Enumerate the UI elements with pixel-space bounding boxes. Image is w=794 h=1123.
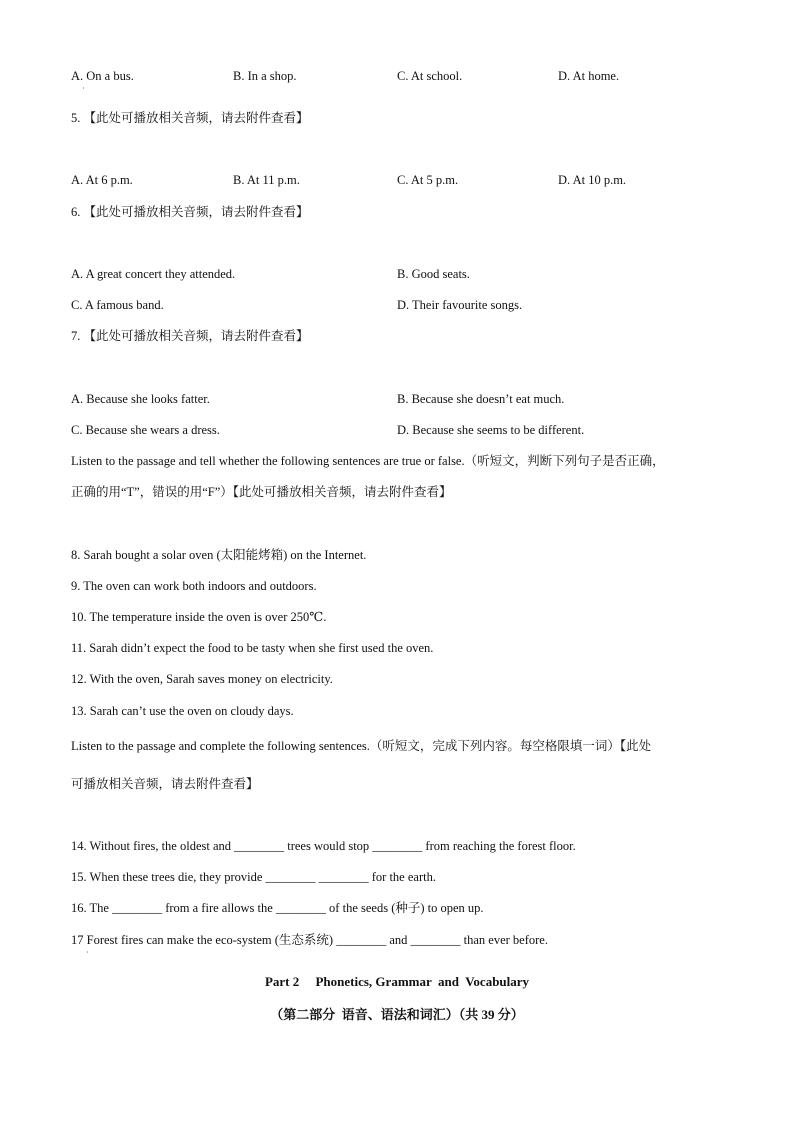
q5-option-c[interactable]: C. At 5 p.m. bbox=[397, 173, 459, 187]
part2-subtitle: （第二部分 语音、语法和词汇）（共 39 分） bbox=[270, 1007, 524, 1022]
q7-option-c[interactable]: C. Because she wears a dress. bbox=[71, 423, 220, 437]
q7-option-b[interactable]: B. Because she doesn’t eat much. bbox=[397, 392, 565, 406]
tf-item-10: 10. The temperature inside the oven is over 250℃. bbox=[71, 610, 327, 624]
q4-option-c[interactable]: C. At school. bbox=[397, 69, 463, 83]
fill-item-15: 15. When these trees die, they provide ________ ________ for the earth. bbox=[71, 870, 436, 884]
fill-instruction-line2: 可播放相关音频，请去附件查看】 bbox=[71, 777, 259, 791]
q6-option-d[interactable]: D. Their favourite songs. bbox=[397, 298, 523, 312]
part2-title: Part 2 Phonetics, Grammar and Vocabulary bbox=[264, 974, 530, 989]
q7-option-a[interactable]: A. Because she looks fatter. bbox=[71, 392, 210, 406]
tf-item-11: 11. Sarah didn’t expect the food to be tasty when she first used the oven. bbox=[71, 641, 434, 655]
q5-option-b[interactable]: B. At 11 p.m. bbox=[233, 173, 300, 187]
fill-item-14: 14. Without fires, the oldest and ________ trees would stop ________ from reaching the forest floor. bbox=[71, 839, 576, 853]
q6-option-b[interactable]: B. Good seats. bbox=[397, 267, 470, 281]
tf-item-12: 12. With the oven, Sarah saves money on electricity. bbox=[71, 672, 333, 686]
tf-item-13: 13. Sarah can’t use the oven on cloudy days. bbox=[71, 704, 294, 718]
q5-option-a[interactable]: A. At 6 p.m. bbox=[71, 173, 133, 187]
q6-option-a[interactable]: A. A great concert they attended. bbox=[71, 267, 236, 281]
q6-label: 6. 【此处可播放相关音频，请去附件查看】 bbox=[71, 205, 309, 219]
tf-item-8: 8. Sarah bought a solar oven (太阳能烤箱) on the Internet. bbox=[71, 548, 367, 562]
q7-label: 7. 【此处可播放相关音频，请去附件查看】 bbox=[71, 329, 309, 343]
tick-mark: · bbox=[82, 84, 85, 93]
tick-mark: · bbox=[86, 948, 89, 957]
tf-instruction-line2: 正确的用“T”，错误的用“F”）【此处可播放相关音频，请去附件查看】 bbox=[71, 485, 452, 499]
q4-option-b[interactable]: B. In a shop. bbox=[233, 69, 297, 83]
q6-option-c[interactable]: C. A famous band. bbox=[71, 298, 164, 312]
fill-item-17: 17 Forest fires can make the eco-system (生态系统) ________ and ________ than ever before. bbox=[71, 933, 548, 947]
q4-option-a[interactable]: A. On a bus. bbox=[71, 69, 134, 83]
tf-item-9: 9. The oven can work both indoors and outdoors. bbox=[71, 579, 317, 593]
q4-option-d[interactable]: D. At home. bbox=[558, 69, 620, 83]
q5-label: 5. 【此处可播放相关音频，请去附件查看】 bbox=[71, 111, 309, 125]
fill-instruction-line1: Listen to the passage and complete the following sentences.（听短文，完成下列内容。每空格限填一词）【此处 bbox=[71, 739, 652, 753]
fill-item-16: 16. The ________ from a fire allows the ________ of the seeds (种子) to open up. bbox=[71, 901, 484, 915]
q7-option-d[interactable]: D. Because she seems to be different. bbox=[397, 423, 585, 437]
q5-option-d[interactable]: D. At 10 p.m. bbox=[558, 173, 627, 187]
tf-instruction-line1: Listen to the passage and tell whether the following sentences are true or false.（听短文，判断下列句子是否正确， bbox=[71, 454, 665, 468]
